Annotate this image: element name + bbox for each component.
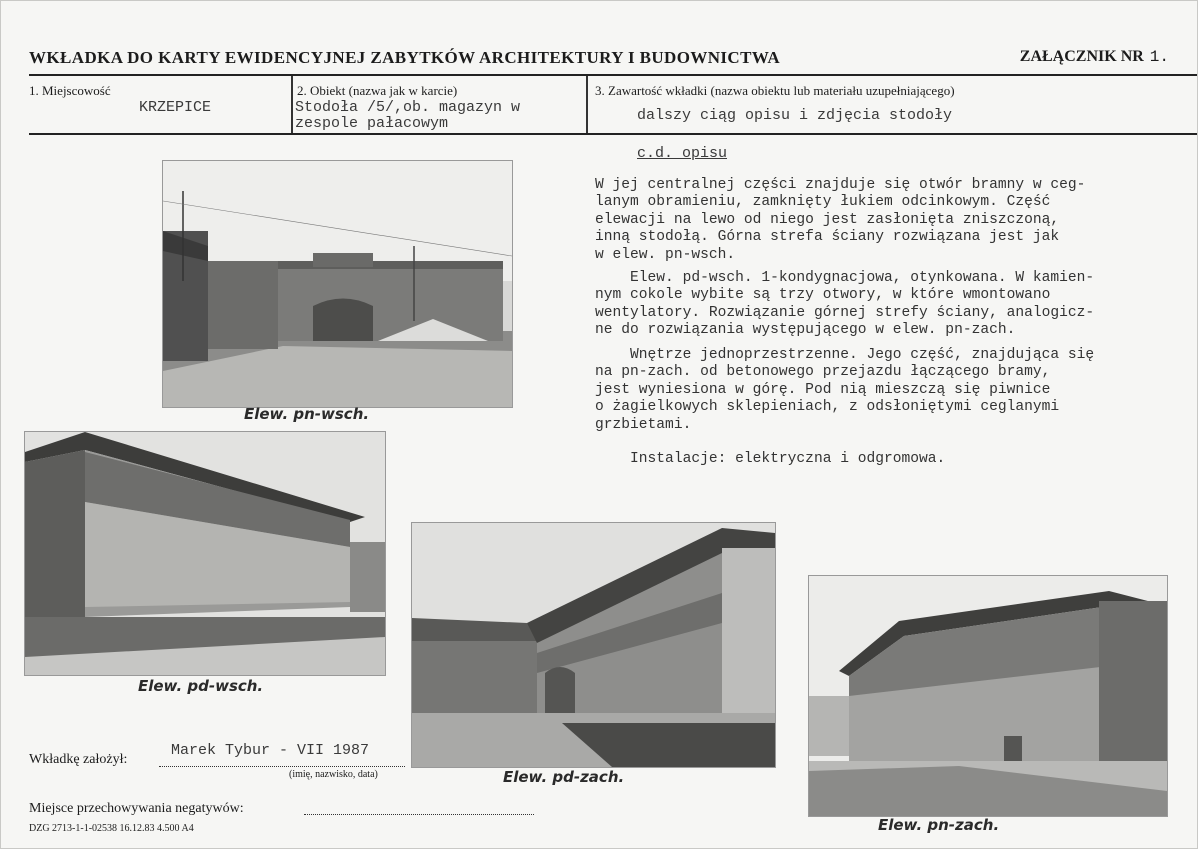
place-label: 1. Miejscowość	[29, 83, 111, 98]
negatives-storage-label: Miejsce przechowywania negatywów:	[29, 801, 244, 816]
field-divider-1	[291, 76, 293, 134]
object-label: 2. Obiekt (nazwa jak w karcie)	[297, 83, 458, 98]
content-value: dalszy ciąg opisu i zdjęcia stodoły	[637, 107, 953, 124]
annex-label: ZAŁĄCZNIK NR	[1019, 48, 1144, 65]
photo-sw-image	[412, 523, 775, 767]
print-code: DZG 2713-1-1-02538 16.12.83 4.500 A4	[29, 823, 194, 834]
photo-elevation-nw	[808, 575, 1168, 817]
negatives-storage-line	[304, 814, 534, 815]
caption-elevation-se: Elew. pd-wsch.	[138, 677, 264, 695]
field-divider-2	[586, 76, 588, 134]
description-paragraph-3: Wnętrze jednoprzestrzenne. Jego część, znajdująca się na pn-zach. od betonowego przejazdu łączącego bramy, jest wyniesiona w górę. Pod nią mieszczą się piwnice o żagielkowych sklepieniach, z odsłoniętymi ceglanymi grzbietami.	[595, 347, 1095, 433]
description-heading: c.d. opisu	[637, 145, 728, 162]
place-value: KRZEPICE	[139, 99, 212, 116]
caption-elevation-sw: Elew. pd-zach.	[503, 768, 625, 786]
photo-elevation-se	[24, 431, 386, 676]
photo-elevation-ne	[162, 160, 513, 408]
created-by-value: Marek Tybur - VII 1987	[171, 742, 370, 759]
caption-elevation-nw: Elew. pn-zach.	[878, 816, 1000, 834]
description-paragraph-4: Instalacje: elektryczna i odgromowa.	[595, 451, 946, 467]
annex-value: 1.	[1149, 48, 1169, 66]
object-value-line2: zespole pałacowym	[295, 115, 449, 132]
photo-elevation-sw	[411, 522, 776, 768]
content-label: 3. Zawartość wkładki (nazwa obiektu lub materiału uzupełniającego)	[595, 83, 955, 98]
form-title: WKŁADKA DO KARTY EWIDENCYJNEJ ZABYTKÓW ARCHITEKTURY I BUDOWNICTWA	[29, 48, 781, 67]
photo-ne-image	[163, 161, 512, 407]
created-by-hint: (imię, nazwisko, data)	[289, 769, 378, 780]
description-paragraph-2: Elew. pd-wsch. 1-kondygnacjowa, otynkowana. W kamien- nym cokole wybite są trzy otwory, w które wmontowano wentylatory. Rozwiązanie górnej strefy ściany, analogicz- ne do rozwiązania występującego w elew. pn-zach.	[595, 270, 1095, 339]
header-divider	[29, 74, 1197, 76]
created-by-label: Wkładkę założył:	[29, 752, 128, 767]
annex-number	[1020, 48, 1169, 66]
object-value-line1: Stodoła /5/,ob. magazyn w	[295, 99, 521, 116]
photo-se-image	[25, 432, 385, 675]
fields-divider	[29, 133, 1197, 135]
created-by-line	[159, 766, 405, 767]
caption-elevation-ne: Elew. pn-wsch.	[244, 405, 370, 423]
photo-nw-image	[809, 576, 1167, 816]
description-paragraph-1: W jej centralnej części znajduje się otwór bramny w ceg- lanym obramieniu, zamknięty łukiem odcinkowym. Część elewacji na lewo od niego jest zasłonięta zniszczoną, inną stodołą. Górna strefa ściany rozwiązana jest jak w elew. pn-wsch.	[595, 177, 1086, 263]
